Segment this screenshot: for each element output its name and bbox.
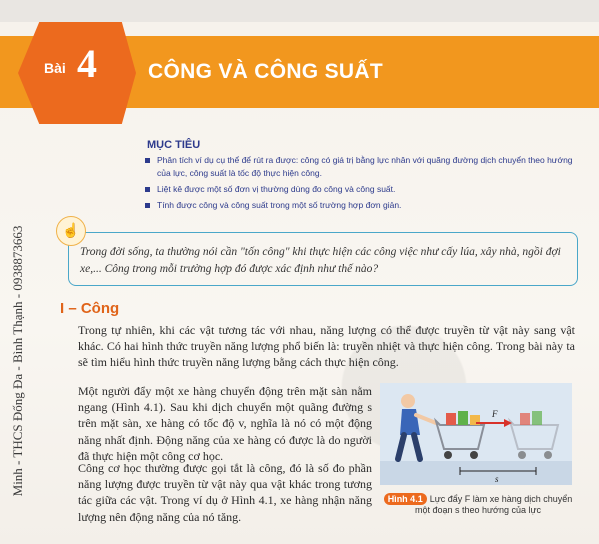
distance-label: s [495,474,499,484]
objective-item: Tính được công và công suất trong một số trường hợp đơn giản. [143,199,573,212]
side-watermark [10,186,26,536]
objectives-title: MỤC TIÊU [147,139,201,151]
objectives-list [143,154,573,215]
section-heading: I – Công [60,300,120,317]
person-head [401,394,415,408]
lesson-title: CÔNG VÀ CÔNG SUẤT [148,60,383,83]
paragraph: Công cơ học thường được gọi tắt là công, đó là số đo phần năng lượng được truyền từ vật này qua vật khác trong tương tác giữa các vật. Trong ví dụ ở Hình 4.1, xe hàng nhận năng lượng nên động năng của nó tăng. [78,461,372,524]
objective-item: Liệt kê được một số đơn vị thường dùng đo công và công suất. [143,183,573,196]
side-watermark-text: Minh - THCS Đống Đa - Bình Thạnh - 0938873663 [10,225,25,497]
figure-caption-text: Lực đẩy F làm xe hàng dịch chuyển một đoạn s theo hướng của lực [414,494,573,515]
lesson-label: Bài [44,60,66,76]
opening-question: Trong đời sống, ta thường nói cần "tốn công" khi thực hiện các công việc như cấy lúa, xây nhà, ngồi đợi xe,... Công trong mỗi trường hợp đó được xác định như thế nào? [80,246,561,275]
cart-illustration [380,383,572,485]
force-label: F [492,409,498,419]
paragraph: Một người đẩy một xe hàng chuyển động trên mặt sàn nằm ngang (Hình 4.1). Sau khi dịch chuyển một quãng đường s trên mặt sàn, xe hàng có tốc độ v, nghĩa là nó có một động năng nhất định. Động năng của xe hàng có được là do người đã thực hiện một công cơ học. [78,384,372,463]
top-band [0,0,599,22]
figure-tag: Hình 4.1 [384,493,427,505]
lesson-number: 4 [77,41,97,86]
objective-item: Phân tích ví dụ cụ thể để rút ra được: công có giá trị bằng lực nhân với quãng đường dịch chuyển theo hướng của lực, công suất là tốc độ thực hiện công. [143,154,573,180]
paragraph: Trong tự nhiên, khi các vật tương tác với nhau, năng lượng có thể được truyền từ vật này sang vật khác. Có hai hình thức truyền năng lượng phổ biến là: truyền nhiệt và thực hiện công. Trong bài này ta sẽ tìm hiểu hình thức truyền năng lượng bằng cách thực hiện công. [78,323,575,370]
hand-pointer-icon: ☝ [56,216,86,246]
figure-4-1 [380,383,572,485]
figure-caption [382,494,574,516]
